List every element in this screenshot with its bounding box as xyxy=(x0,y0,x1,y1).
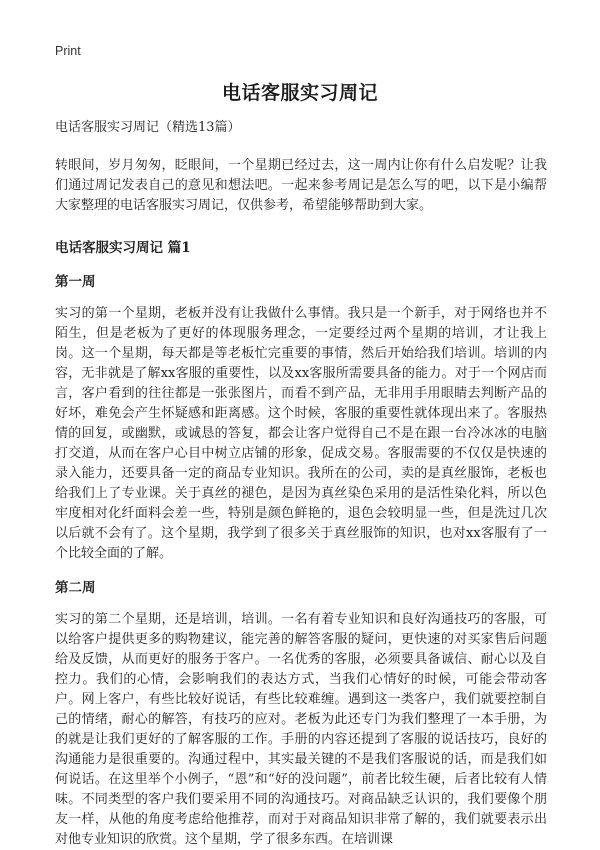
page-title: 电话客服实习周记 xyxy=(221,82,378,104)
document-subtitle: 电话客服实习周记（精选13篇） xyxy=(55,120,241,135)
week-paragraph: 实习的第一个星期，老板并没有让我做什么事情。我只是一个新手，对于网络也并不陌生，但是老板为了更好的体现服务理念，一定要经过两个星期的培训，才让我上岗。这一个星期，每天都是等老板忙完重要的事情，然后开始给我们培训。培训的内容，无非就是了解xx客服的重要性，以及xx客服所需要具备的能力。对于一个网店而言，客户看到的往往都是一张张图片，而看不到产品，无非用手用眼睛去判断产品的好坏，难免会产生怀疑感和距离感。这个时候，客服的重要性就体现出来了。客服热情的回复，或幽默，或诚恳的答复，都会让客户觉得自己不是在跟一台冷冰冰的电脑打交道，从而在客户心目中树立店铺的形象，促成交易。客服需要的不仅仅是快速的录入能力，还要具备一定的商品专业知识。我所在的公司，卖的是真丝服饰，老板也给我们上了专业课。关于真丝的褪色，是因为真丝染色采用的是活性染化料，所以色牢度相对化纤面料会差一些，特别是颜色鲜艳的，退色会较明显一些，但是洗过几次以后就不会有了。这个星期，我学到了很多关于真丝服饰的知识，也对xx客服有了一个比较全面的了解。 xyxy=(55,306,547,561)
intro-paragraph: 转眼间，岁月匆匆，眨眼间，一个星期已经过去，这一周内让你有什么启发呢？让我们通过周记发表自己的意见和想法吧。一起来参考周记是怎么写的吧，以下是小编帮大家整理的电话客服实习周记，仅供参考，希望能够帮助到大家。 xyxy=(55,158,547,213)
week-heading: 第二周 xyxy=(55,580,96,596)
week-paragraph: 实习的第二个星期，还是培训，培训。一名有着专业知识和良好沟通技巧的客服，可以给客户提供更多的购物建议，能完善的解答客服的疑问，更快速的对买家售后问题给及反馈，从而更好的服务于客户。一名优秀的客服，必须要具备诚信、耐心以及自控力。我们的心情，会影响我们的表达方式，当我们心情好的时候，可能会带动客户。网上客户，有些比较好说话，有些比较难缠。遇到这一类客户，我们就要控制自己的情绪，耐心的解答，有技巧的应对。老板为此还专门为我们整理了一本手册，为的就是让我们更好的了解客服的工作。手册的内容还提到了客服的说话技巧，良好的沟通能力是很重要的。沟通过程中，其实最关键的不是我们客服说的话，而是我们如何说话。在这里举个小例子，“恩”和“好的没问题”，前者比较生硬，后者比较有人情味。不同类型的客户我们要采用不同的沟通技巧。对商品缺乏认识的，我们要像个朋友一样，从他的角度考虑给他推荐，而对于对商品知识非常了解的，我们就要表示出对他专业知识的欣赏。这个星期，学了很多东西。在培训课 xyxy=(55,612,547,847)
print-link[interactable]: Print xyxy=(55,44,81,58)
document-body xyxy=(55,118,547,850)
section-heading: 电话客服实习周记 篇1 xyxy=(55,240,191,256)
week-heading: 第一周 xyxy=(55,274,96,290)
